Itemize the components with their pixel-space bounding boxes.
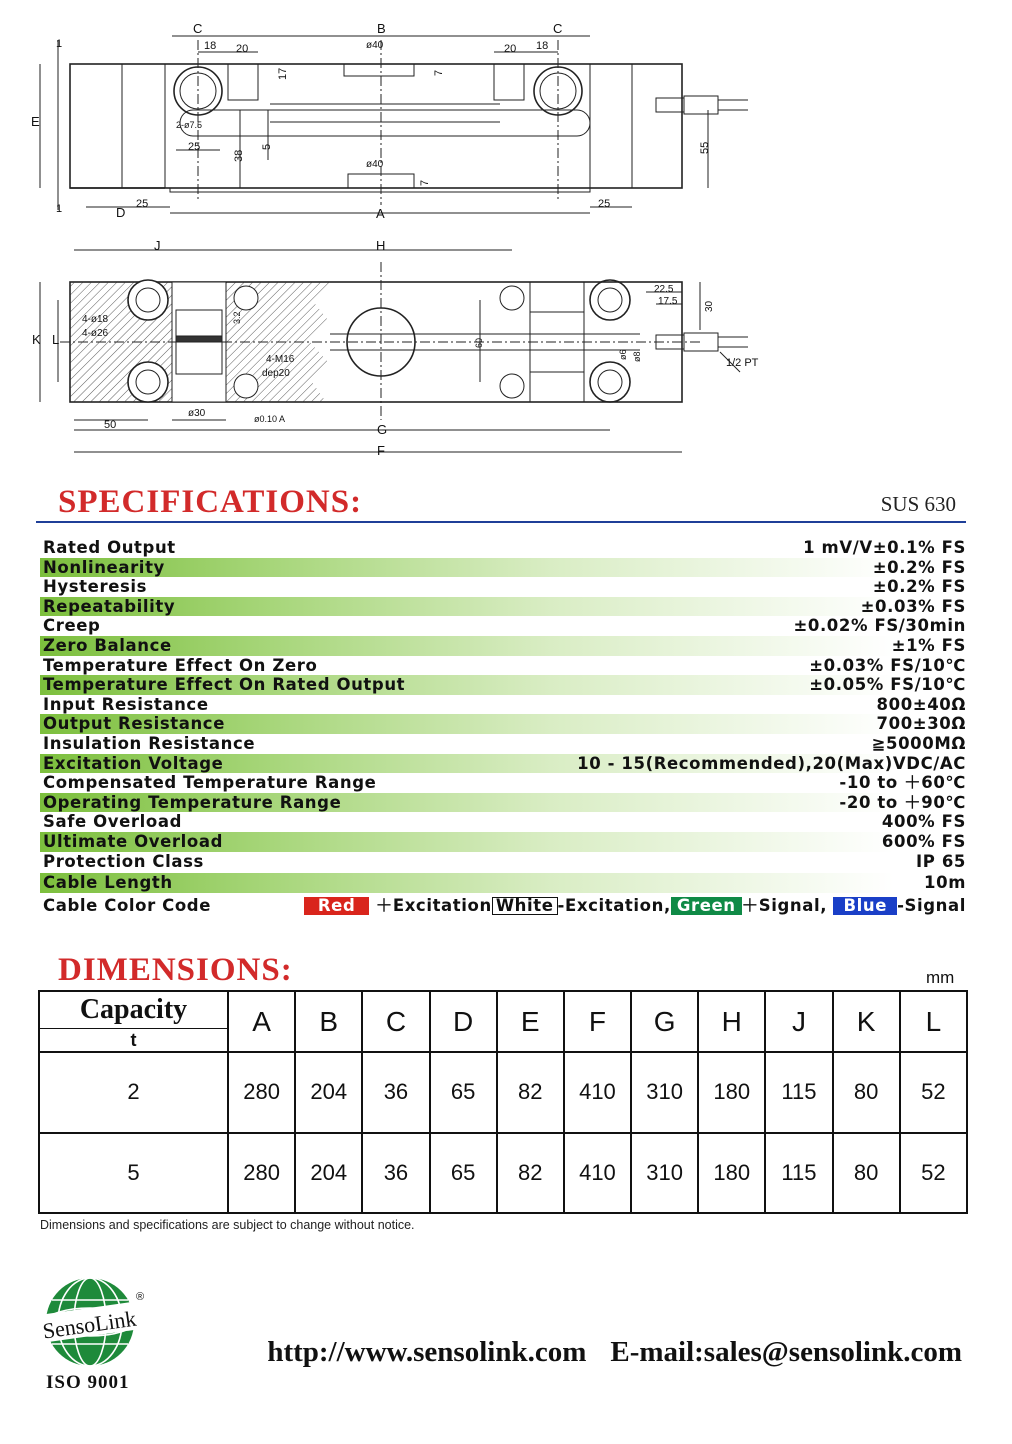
spec-value: ±1% FS — [891, 635, 966, 655]
dim-25: 25 — [188, 141, 201, 153]
spec-value: ≧5000MΩ — [871, 733, 966, 753]
spec-label: Temperature Effect On Rated Output — [43, 675, 406, 695]
table-cell: 410 — [564, 1052, 631, 1133]
table-cell: 65 — [430, 1133, 497, 1214]
spec-row — [40, 734, 968, 754]
spec-row — [40, 832, 968, 852]
logo-wordmark: SensoLink — [41, 1305, 138, 1344]
spec-row — [40, 812, 968, 832]
dim-17: 17 — [277, 67, 289, 80]
iso-certification: ISO 9001 — [46, 1372, 130, 1393]
dim-4-m16: 4-M16 — [266, 354, 295, 365]
column-header: E — [497, 991, 564, 1052]
table-cell: 82 — [497, 1052, 564, 1133]
white-wire-badge: White — [492, 897, 558, 915]
table-cell: 80 — [833, 1133, 900, 1214]
top-view — [40, 250, 748, 452]
dim-20: 20 — [504, 43, 517, 55]
specifications-title: SPECIFICATIONS — [58, 484, 351, 520]
white-wire-function: -Excitation, — [557, 895, 671, 915]
column-header: H — [698, 991, 765, 1052]
spec-value: 600% FS — [881, 831, 966, 851]
spec-value: -10 to ＋60℃ — [839, 773, 966, 793]
table-header-row — [39, 991, 967, 1029]
spec-row — [40, 695, 968, 715]
dim-label-c: C — [193, 21, 203, 36]
dim-50: 50 — [104, 419, 117, 431]
table-cell: 36 — [362, 1133, 429, 1214]
spec-value: 400% FS — [881, 812, 966, 832]
dimensions-unit: mm — [926, 968, 955, 987]
dim-22-5: 22.5 — [654, 284, 674, 295]
spec-label: Hysteresis — [43, 577, 148, 597]
cable-color-legend — [304, 895, 966, 917]
spec-row — [40, 793, 968, 813]
email-link[interactable]: E-mail:sales@sensolink.com — [610, 1336, 962, 1368]
dim-phi40: ø40 — [366, 159, 384, 170]
dim-25: 25 — [136, 198, 149, 210]
table-cell: 80 — [833, 1052, 900, 1133]
dim-label-j: J — [154, 238, 161, 253]
spec-label: Rated Output — [43, 538, 176, 557]
table-cell: 82 — [497, 1133, 564, 1214]
spec-row — [40, 773, 968, 793]
spec-value: 800±40Ω — [876, 694, 966, 714]
dimensions-table — [38, 990, 968, 1214]
dim-60: 60 — [474, 337, 484, 348]
spec-row — [40, 656, 968, 676]
dim-phi30: ø30 — [188, 408, 206, 419]
capacity-header: Capacity — [39, 991, 228, 1029]
table-cell: 65 — [430, 1052, 497, 1133]
dim-label-l: L — [52, 332, 60, 347]
spec-value: 10m — [924, 873, 966, 893]
table-row — [39, 1052, 967, 1133]
table-cell: 180 — [698, 1052, 765, 1133]
spec-value: ±0.05% FS/10℃ — [809, 675, 966, 695]
table-cell: 115 — [765, 1052, 832, 1133]
dim-label-g: G — [377, 422, 388, 437]
column-header: G — [631, 991, 698, 1052]
specifications-heading — [58, 484, 362, 521]
table-cell: 204 — [295, 1133, 362, 1214]
spec-label: Excitation Voltage — [43, 753, 224, 773]
spec-label: Operating Temperature Range — [43, 792, 342, 812]
red-wire-badge: Red — [304, 897, 370, 915]
spec-value: -20 to ＋90℃ — [839, 792, 966, 812]
spec-label: Zero Balance — [43, 635, 172, 655]
blue-wire-badge: Blue — [833, 897, 897, 915]
specifications-list — [40, 538, 968, 917]
spec-label: Input Resistance — [43, 694, 209, 714]
table-cell: 310 — [631, 1133, 698, 1214]
table-cell: 204 — [295, 1052, 362, 1133]
column-header: C — [362, 991, 429, 1052]
red-wire-function: ＋Excitation — [375, 895, 492, 915]
spec-row — [40, 714, 968, 734]
dim-7: 7 — [419, 179, 431, 186]
spec-label: Temperature Effect On Zero — [43, 655, 318, 675]
column-header: D — [430, 991, 497, 1052]
table-cell: 310 — [631, 1052, 698, 1133]
heading-divider — [36, 521, 966, 523]
table-cell: 52 — [900, 1052, 967, 1133]
spec-label: Cable Length — [43, 873, 173, 893]
table-cell: 180 — [698, 1133, 765, 1214]
technical-drawing — [0, 0, 1012, 470]
dim-4-phi26: 4-ø26 — [82, 328, 109, 339]
table-cell: 280 — [228, 1052, 295, 1133]
spec-row — [40, 852, 968, 872]
dim-phi8: ø8 — [632, 351, 642, 362]
cable-color-code-row — [40, 895, 968, 917]
spec-row — [40, 873, 968, 893]
green-wire-function: ＋Signal, — [741, 895, 828, 915]
column-header: F — [564, 991, 631, 1052]
dim-phi40: ø40 — [366, 40, 384, 51]
spec-label: Creep — [43, 616, 101, 636]
spec-label: Repeatability — [43, 596, 176, 616]
dim-label-b: B — [377, 21, 386, 36]
heading-colon: : — [280, 952, 293, 988]
blue-wire-function: -Signal — [897, 895, 966, 915]
spec-row — [40, 675, 968, 695]
dim-18: 18 — [204, 40, 217, 52]
contact-info — [267, 1336, 962, 1369]
spec-row — [40, 577, 968, 597]
dim-1: 1 — [56, 203, 63, 215]
spec-value: ±0.02% FS/30min — [793, 616, 966, 636]
dim-17-5: 17.5 — [658, 296, 678, 307]
dim-label-c: C — [553, 21, 563, 36]
spec-value: ±0.2% FS — [872, 577, 966, 597]
dim-5: 5 — [261, 143, 273, 150]
dim-label-e: E — [31, 114, 40, 129]
column-header: B — [295, 991, 362, 1052]
spec-row — [40, 538, 968, 558]
spec-label: Nonlinearity — [43, 557, 165, 577]
dim-18: 18 — [536, 40, 549, 52]
dim-7: 7 — [433, 69, 445, 76]
column-header: J — [765, 991, 832, 1052]
dim-label-k: K — [32, 332, 41, 347]
dim-label-h: H — [376, 238, 386, 253]
spec-value: 700±30Ω — [876, 714, 966, 734]
spec-label: Ultimate Overload — [43, 831, 223, 851]
table-row — [39, 1133, 967, 1214]
dim-1: 1 — [56, 38, 63, 50]
website-link[interactable]: http://www.sensolink.com — [267, 1336, 587, 1368]
capacity-cell: 5 — [39, 1133, 228, 1214]
spec-label: Protection Class — [43, 851, 204, 871]
table-cell: 115 — [765, 1133, 832, 1214]
registered-mark: ® — [136, 1291, 145, 1303]
model-number: SUS 630 — [880, 492, 956, 516]
spec-label: Cable Color Code — [43, 895, 212, 915]
pipe-thread-label: 1/2 PT — [726, 357, 759, 369]
spec-label: Insulation Resistance — [43, 733, 256, 753]
spec-value: 10 - 15(Recommended),20(Max)VDC/AC — [577, 753, 966, 773]
spec-value: ±0.2% FS — [872, 557, 966, 577]
table-cell: 52 — [900, 1133, 967, 1214]
tolerance-frame: ø0.10 A — [254, 414, 286, 424]
spec-value: IP 65 — [916, 851, 966, 871]
column-header: A — [228, 991, 295, 1052]
dim-38: 38 — [233, 149, 245, 162]
dim-20: 20 — [236, 43, 249, 55]
dim-label-a: A — [376, 206, 385, 221]
column-header: L — [900, 991, 967, 1052]
dim-4-phi18: 4-ø18 — [82, 314, 109, 325]
green-wire-badge: Green — [671, 897, 742, 915]
column-header: K — [833, 991, 900, 1052]
dimensions-heading — [58, 952, 293, 989]
dim-55: 55 — [699, 141, 711, 154]
dim-label-f: F — [377, 443, 385, 458]
dim-depth-20: dep20 — [262, 368, 290, 379]
spec-row — [40, 597, 968, 617]
spec-row — [40, 636, 968, 656]
spec-value: ±0.03% FS — [860, 596, 966, 616]
table-cell: 410 — [564, 1133, 631, 1214]
capacity-unit: t — [39, 1029, 228, 1053]
dimensions-title: DIMENSIONS — [58, 952, 281, 988]
dim-30: 30 — [704, 300, 715, 312]
spec-row — [40, 558, 968, 578]
table-cell: 36 — [362, 1052, 429, 1133]
dim-label-d: D — [116, 205, 126, 220]
table-cell: 280 — [228, 1133, 295, 1214]
dim-25: 25 — [598, 198, 611, 210]
capacity-cell: 2 — [39, 1052, 228, 1133]
spec-label: Safe Overload — [43, 812, 182, 832]
heading-colon: : — [350, 484, 363, 520]
dim-phi6: ø6 — [618, 349, 628, 360]
spec-value: 1 mV/V±0.1% FS — [803, 538, 966, 557]
spec-label: Compensated Temperature Range — [43, 773, 377, 793]
disclaimer-note: Dimensions and specifications are subject to change without notice. — [40, 1218, 415, 1232]
spec-row — [40, 616, 968, 636]
dim-2-phi7-5: 2-ø7.5 — [176, 120, 203, 130]
front-view — [40, 36, 748, 213]
spec-value: ±0.03% FS/10℃ — [809, 655, 966, 675]
spec-label: Output Resistance — [43, 714, 225, 734]
spec-row — [40, 754, 968, 774]
dim-3-2: 3.2 — [232, 311, 242, 324]
